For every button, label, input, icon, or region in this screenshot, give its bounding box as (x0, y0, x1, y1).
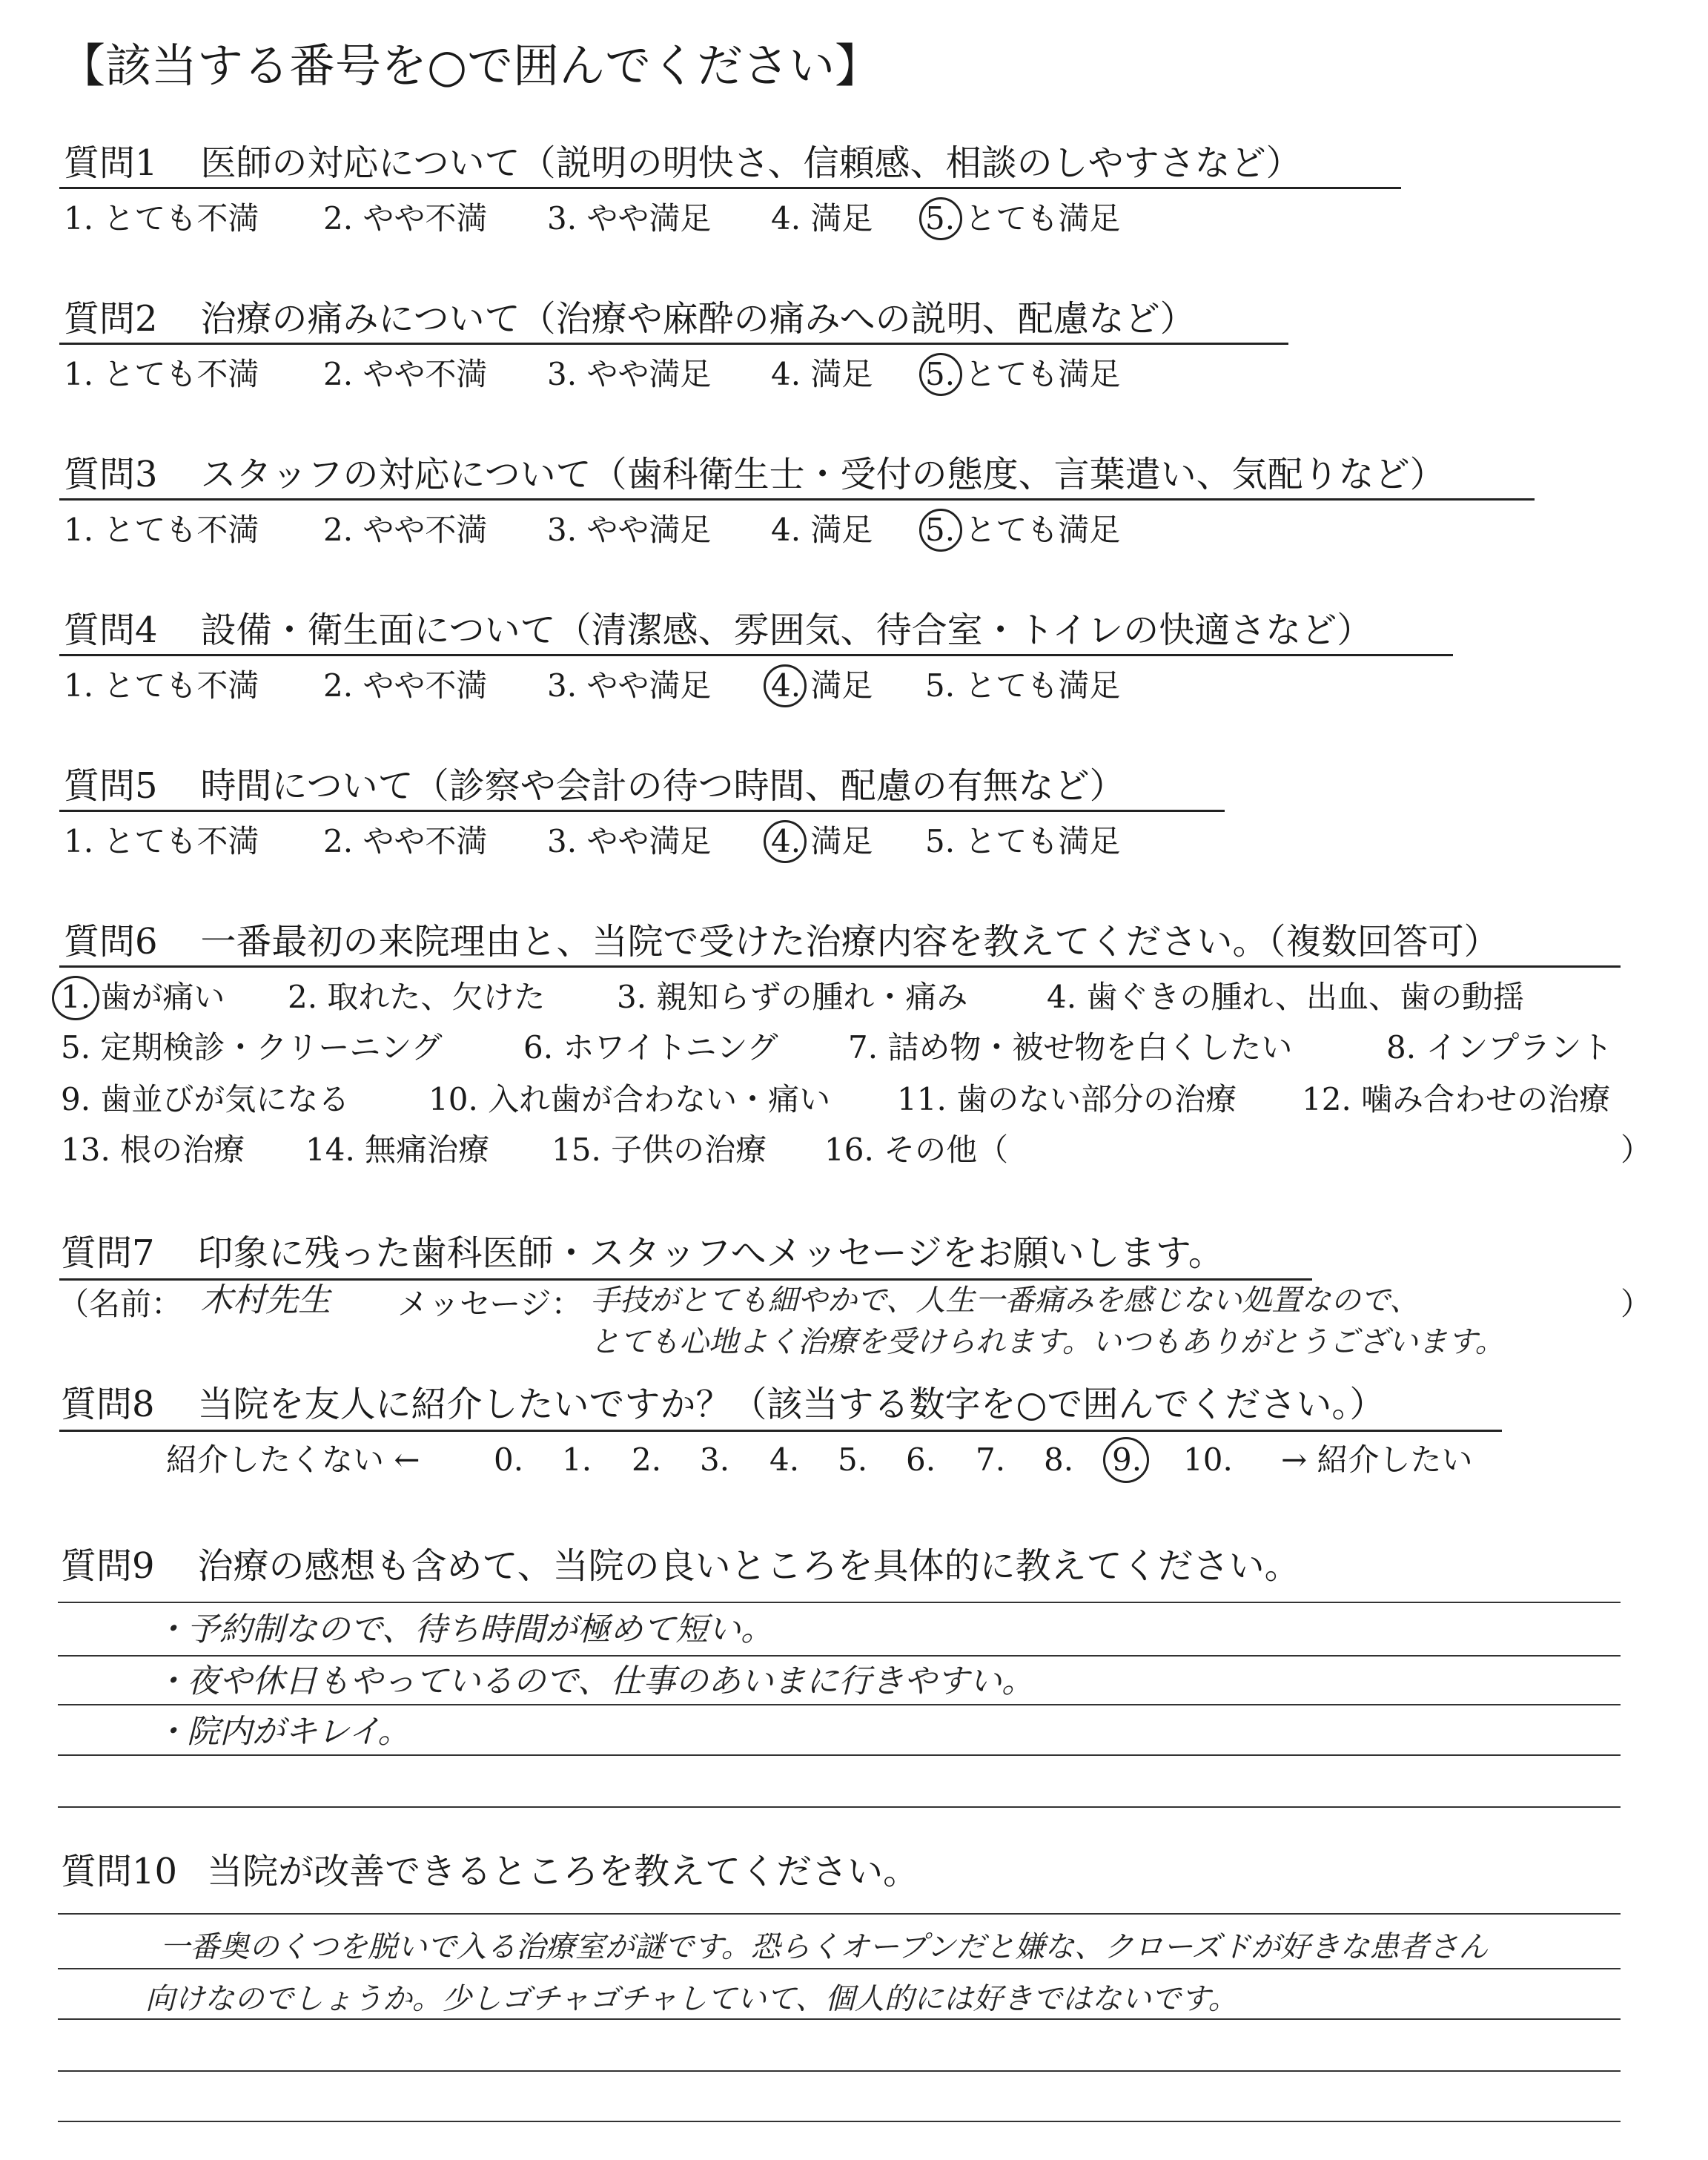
question-1 (64, 142, 1302, 184)
question-text: 治療の痛みについて（治療や麻酔の痛みへの説明、配慮など） (200, 298, 1196, 340)
option-5[interactable]: 5. とても満足 (925, 356, 1121, 392)
question-8 (61, 1384, 1386, 1425)
answer-rule (58, 1754, 1621, 1756)
question-label: 質問2 (64, 298, 158, 340)
reason-option[interactable]: 5. 定期検診・クリーニング (61, 1029, 443, 1066)
selection-circle (919, 197, 962, 240)
question-label: 質問3 (64, 454, 158, 495)
question-4 (64, 610, 1373, 651)
reason-option[interactable]: 10. 入れ歯が合わない・痛い (428, 1081, 831, 1117)
page-heading: 【該当する番号を○で囲んでください】 (59, 39, 881, 93)
reason-option[interactable]: 9. 歯並びが気になる (61, 1081, 350, 1117)
option-4[interactable]: 4. 満足 (771, 356, 873, 392)
answer-line-2[interactable]: ・夜や休日もやっているので、仕事のあいまに行きやすい。 (154, 1662, 1035, 1700)
question-label: 質問4 (64, 610, 158, 651)
option-2[interactable]: 2. やや不満 (323, 512, 488, 548)
question-label: 質問1 (64, 142, 158, 184)
selection-circle (52, 976, 99, 1020)
reason-option[interactable]: 6. ホワイトニング (523, 1029, 778, 1066)
message-label: メッセージ： (397, 1286, 583, 1322)
option-3[interactable]: 3. やや満足 (547, 667, 712, 704)
question-text: 設備・衛生面について（清潔感、雰囲気、待合室・トイレの快適さなど） (200, 610, 1373, 651)
option-2[interactable]: 2. やや不満 (323, 200, 488, 237)
reason-option[interactable]: 4. 歯ぐきの腫れ、出血、歯の動揺 (1047, 979, 1524, 1015)
question-9 (61, 1545, 1300, 1587)
question-7 (61, 1232, 1224, 1274)
answer-rule (58, 1602, 1621, 1603)
scale-point[interactable]: 7. (976, 1441, 1006, 1478)
question-label: 質問9 (61, 1545, 155, 1587)
option-2[interactable]: 2. やや不満 (323, 667, 488, 704)
name-value[interactable]: 木村先生 (200, 1281, 331, 1319)
question-underline (59, 343, 1288, 345)
question-label: 質問6 (64, 921, 158, 962)
question-underline (59, 1278, 1312, 1281)
question-underline (59, 654, 1453, 656)
question-underline (59, 810, 1225, 812)
option-5[interactable]: 5. とても満足 (925, 200, 1121, 237)
option-1[interactable]: 1. とても不満 (64, 512, 259, 548)
scale-point[interactable]: 3. (700, 1441, 730, 1478)
question-underline (59, 187, 1401, 189)
question-underline (59, 498, 1535, 501)
reason-option[interactable]: 13. 根の治療 (61, 1132, 245, 1168)
option-4[interactable]: 4. 満足 (771, 512, 873, 548)
question-underline (59, 965, 1621, 968)
bracket-close: ） (1621, 1132, 1652, 1168)
answer-line-2[interactable]: 向けなのでしょうか。少しゴチャゴチャしていて、個人的には好きではないです。 (145, 1982, 1238, 2016)
option-1[interactable]: 1. とても不満 (64, 356, 259, 392)
option-5[interactable]: 5. とても満足 (925, 512, 1121, 548)
question-label: 質問7 (61, 1232, 155, 1274)
question-2 (64, 298, 1196, 340)
reason-option[interactable]: 8. インプラント (1386, 1029, 1613, 1066)
question-label: 質問8 (61, 1384, 155, 1425)
option-1[interactable]: 1. とても不満 (64, 823, 259, 859)
reason-option[interactable]: 16. その他（ (824, 1132, 1009, 1168)
option-1[interactable]: 1. とても不満 (64, 200, 259, 237)
option-3[interactable]: 3. やや満足 (547, 823, 712, 859)
answer-rule (58, 2018, 1621, 2020)
scale-point[interactable]: 4. (769, 1441, 800, 1478)
question-underline (59, 1430, 1502, 1432)
option-3[interactable]: 3. やや満足 (547, 200, 712, 237)
scale-point[interactable]: 9. (1112, 1441, 1142, 1478)
selection-circle (919, 509, 962, 552)
option-4[interactable]: 4. 満足 (771, 200, 873, 237)
option-2[interactable]: 2. やや不満 (323, 823, 488, 859)
question-text: 印象に残った歯科医師・スタッフへメッセージをお願いします。 (197, 1232, 1224, 1274)
question-5 (64, 765, 1125, 807)
scale-point[interactable]: 10. (1183, 1441, 1233, 1478)
question-10 (61, 1851, 919, 1892)
answer-rule (58, 1704, 1621, 1705)
question-text: 時間について（診察や会計の待つ時間、配慮の有無など） (200, 765, 1125, 807)
message-line-2[interactable]: とても心地よく治療を受けられます。いつもありがとうございます。 (590, 1325, 1505, 1359)
scale-right-label: → 紹介したい (1281, 1441, 1473, 1478)
scale-point[interactable]: 6. (906, 1441, 936, 1478)
message-line-1[interactable]: 手技がとても細やかで、人生一番痛みを感じない処置なので、 (590, 1284, 1420, 1318)
reason-option[interactable]: 3. 親知らずの腫れ・痛み (617, 979, 968, 1015)
selection-circle (764, 820, 807, 863)
reason-option[interactable]: 2. 取れた、欠けた (288, 979, 546, 1015)
reason-option[interactable]: 7. 詰め物・被せ物を白くしたい (848, 1029, 1293, 1066)
option-5[interactable]: 5. とても満足 (925, 823, 1121, 859)
answer-rule (58, 2070, 1621, 2072)
question-text: 治療の感想も含めて、当院の良いところを具体的に教えてください。 (197, 1545, 1300, 1587)
reason-option[interactable]: 1. 歯が痛い (61, 979, 225, 1015)
scale-point[interactable]: 5. (838, 1441, 868, 1478)
scale-point[interactable]: 1. (562, 1441, 592, 1478)
scale-left-label: 紹介したくない ← (166, 1441, 420, 1478)
option-3[interactable]: 3. やや満足 (547, 356, 712, 392)
answer-line-1[interactable]: ・予約制なので、待ち時間が極めて短い。 (154, 1611, 774, 1648)
reason-option[interactable]: 15. 子供の治療 (552, 1132, 767, 1168)
reason-option[interactable]: 11. 歯のない部分の治療 (897, 1081, 1237, 1117)
question-6 (64, 921, 1500, 962)
selection-circle (764, 664, 807, 707)
reason-option[interactable]: 12. 噛み合わせの治療 (1302, 1081, 1611, 1117)
answer-rule (58, 1968, 1621, 1969)
name-label: （名前： (58, 1286, 183, 1322)
option-1[interactable]: 1. とても不満 (64, 667, 259, 704)
scale-point[interactable]: 8. (1044, 1441, 1074, 1478)
question-label: 質問5 (64, 765, 158, 807)
question-text: 一番最初の来院理由と、当院で受けた治療内容を教えてください。（複数回答可） (200, 921, 1500, 962)
answer-rule (58, 2121, 1621, 2122)
selection-circle (919, 353, 962, 396)
answer-line-1[interactable]: 一番奥のくつを脱いで入る治療室が謎です。恐らくオープンだと嫌な、クローズドが好きな患者さん (160, 1930, 1489, 1964)
answer-rule (58, 1913, 1621, 1915)
scale-point[interactable]: 2. (632, 1441, 662, 1478)
option-4[interactable]: 4. 満足 (771, 823, 873, 859)
reason-option[interactable]: 14. 無痛治療 (305, 1132, 490, 1168)
scale-point[interactable]: 0. (494, 1441, 524, 1478)
answer-rule (58, 1655, 1621, 1657)
question-text: 当院を友人に紹介したいですか？（該当する数字を○で囲んでください。） (197, 1384, 1386, 1425)
option-3[interactable]: 3. やや満足 (547, 512, 712, 548)
question-3 (64, 454, 1446, 495)
question-text: 当院が改善できるところを教えてください。 (207, 1851, 919, 1892)
option-2[interactable]: 2. やや不満 (323, 356, 488, 392)
selection-circle (1103, 1437, 1149, 1483)
question-label: 質問10 (61, 1851, 178, 1892)
bracket-close: ） (1621, 1286, 1652, 1322)
answer-line-3[interactable]: ・院内がキレイ。 (154, 1713, 411, 1751)
question-text: スタッフの対応について（歯科衛生士・受付の態度、言葉遣い、気配りなど） (200, 454, 1446, 495)
question-text: 医師の対応について（説明の明快さ、信頼感、相談のしやすさなど） (200, 142, 1302, 184)
option-4[interactable]: 4. 満足 (771, 667, 873, 704)
answer-rule (58, 1806, 1621, 1808)
option-5[interactable]: 5. とても満足 (925, 667, 1121, 704)
